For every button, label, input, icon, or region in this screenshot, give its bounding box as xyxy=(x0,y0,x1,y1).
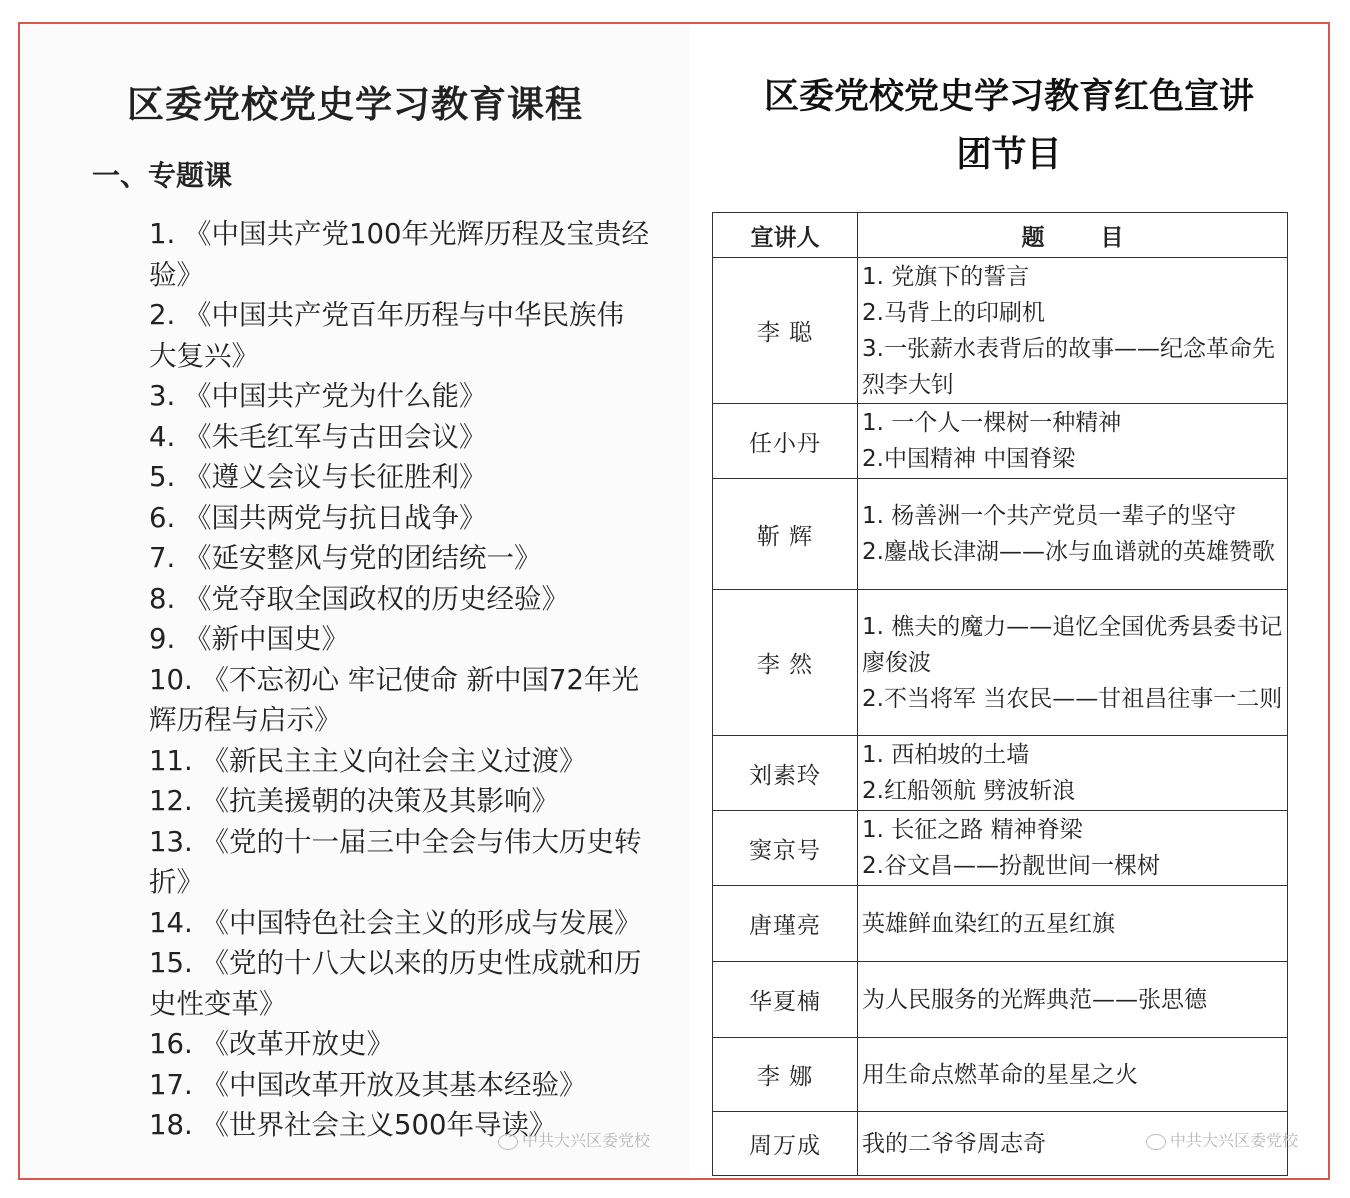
header-topic: 题 目 xyxy=(858,213,1288,258)
speech-title xyxy=(690,68,1328,184)
course-item: 11. 《新民主主义向社会主义过渡》 xyxy=(149,744,587,777)
table-row xyxy=(713,811,1288,886)
course-item: 5. 《遵义会议与长征胜利》 xyxy=(149,461,487,493)
topic-line: 2.中国精神 中国脊梁 xyxy=(862,446,1076,472)
topic-cell xyxy=(858,962,1288,1038)
course-item: 2. 《中国共产党百年历程与中华民族伟大复兴》 xyxy=(149,299,624,372)
course-item: 7. 《延安整风与党的团结统一》 xyxy=(149,542,542,574)
topic-cell xyxy=(858,590,1288,736)
header-speaker: 宣讲人 xyxy=(713,213,858,258)
speaker-cell: 李 聪 xyxy=(713,258,858,404)
course-item: 14. 《中国特色社会主义的形成与发展》 xyxy=(149,906,642,939)
speaker-cell: 李 然 xyxy=(713,590,858,736)
course-item: 17. 《中国改革开放及其基本经验》 xyxy=(149,1068,587,1101)
speaker-table xyxy=(712,212,1288,1176)
course-item: 10. 《不忘初心 牢记使命 新中国72年光辉历程与启示》 xyxy=(149,663,639,736)
topic-line: 1. 党旗下的誓言 xyxy=(862,263,1030,290)
course-item: 15. 《党的十八大以来的历史性成就和历史性变革》 xyxy=(149,947,642,1020)
speaker-cell: 周万成 xyxy=(713,1112,858,1176)
topic-cell xyxy=(858,811,1288,886)
topic-line: 1. 长征之路 精神脊梁 xyxy=(862,817,1083,843)
course-item: 4. 《朱毛红军与古田会议》 xyxy=(149,420,487,453)
speaker-cell: 任小丹 xyxy=(713,404,858,479)
course-item: 9. 《新中国史》 xyxy=(149,623,349,655)
course-title: 区委党校党史学习教育课程 xyxy=(127,83,583,126)
speaker-cell: 刘素玲 xyxy=(713,736,858,811)
topic-line: 1. 杨善洲一个共产党员一辈子的坚守 xyxy=(862,503,1237,529)
topic-line: 2.红船领航 劈波斩浪 xyxy=(862,778,1076,804)
watermark-left: 中共大兴区委党校 xyxy=(498,1128,650,1151)
table-row xyxy=(713,1038,1288,1112)
course-item: 1. 《中国共产党100年光辉历程及宝贵经验》 xyxy=(149,218,649,291)
topic-line: 1. 一个人一棵树一种精神 xyxy=(862,410,1122,436)
section-heading: 一、专题课 xyxy=(92,159,233,192)
table-row xyxy=(713,590,1288,736)
course-item: 18. 《世界社会主义500年导读》 xyxy=(149,1109,557,1141)
topic-cell xyxy=(858,736,1288,811)
table-row xyxy=(713,258,1288,404)
topic-cell xyxy=(858,479,1288,590)
table-row xyxy=(713,404,1288,479)
course-item: 8. 《党夺取全国政权的历史经验》 xyxy=(149,582,569,615)
table-row xyxy=(713,479,1288,590)
course-item: 13. 《党的十一届三中全会与伟大历史转折》 xyxy=(149,825,642,898)
table-header-row xyxy=(713,213,1288,258)
table-row xyxy=(713,886,1288,962)
topic-line: 1. 樵夫的魔力——追忆全国优秀县委书记廖俊波 xyxy=(862,613,1283,676)
course-list xyxy=(149,214,649,1146)
course-item: 6. 《国共两党与抗日战争》 xyxy=(149,501,487,534)
topic-line: 英雄鲜血染红的五星红旗 xyxy=(862,910,1115,937)
topic-cell xyxy=(858,886,1288,962)
table-row xyxy=(713,736,1288,811)
topic-line: 我的二爷爷周志奇 xyxy=(862,1130,1046,1157)
table-row xyxy=(713,962,1288,1038)
topic-cell xyxy=(858,1038,1288,1112)
watermark-right: 中共大兴区委党校 xyxy=(1146,1128,1298,1151)
course-panel xyxy=(20,24,690,1178)
course-item: 12. 《抗美援朝的决策及其影响》 xyxy=(149,785,559,817)
speaker-cell: 靳 辉 xyxy=(713,479,858,590)
topic-line: 2.马背上的印刷机 xyxy=(862,299,1045,326)
speaker-cell: 李 娜 xyxy=(713,1038,858,1112)
speech-panel xyxy=(690,24,1328,1178)
topic-line: 1. 西柏坡的土墙 xyxy=(862,742,1030,768)
topic-line: 为人民服务的光辉典范——张思德 xyxy=(862,986,1207,1013)
course-item: 16. 《改革开放史》 xyxy=(149,1028,394,1060)
course-item: 3. 《中国共产党为什么能》 xyxy=(149,380,487,412)
topic-cell xyxy=(858,258,1288,404)
wechat-icon xyxy=(498,1134,518,1150)
wechat-icon xyxy=(1146,1134,1166,1150)
speaker-cell: 窦京号 xyxy=(713,811,858,886)
topic-line: 3.一张薪水表背后的故事——纪念革命先烈李大钊 xyxy=(862,335,1275,398)
topic-line: 用生命点燃革命的星星之火 xyxy=(862,1061,1138,1088)
speech-title-line1: 区委党校党史学习教育红色宣讲 xyxy=(763,77,1254,117)
topic-line: 2.不当将军 当农民——甘祖昌往事一二则 xyxy=(862,685,1283,712)
speaker-cell: 华夏楠 xyxy=(713,962,858,1038)
topic-line: 2.鏖战长津湖——冰与血谱就的英雄赞歌 xyxy=(862,539,1275,565)
topic-cell xyxy=(858,404,1288,479)
speaker-cell: 唐瑾亮 xyxy=(713,886,858,962)
speech-title-line2: 团节目 xyxy=(956,135,1062,175)
topic-line: 2.谷文昌——扮靓世间一棵树 xyxy=(862,853,1160,879)
